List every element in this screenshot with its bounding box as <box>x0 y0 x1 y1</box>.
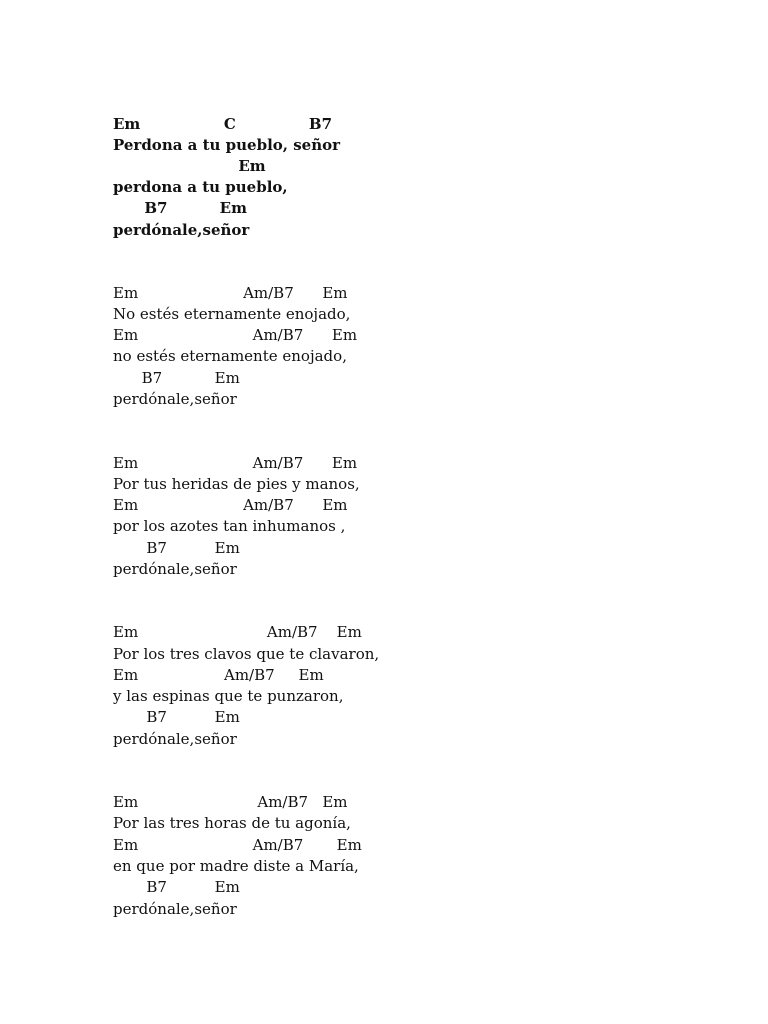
lyric-line: Perdona a tu pueblo, señor <box>113 136 341 154</box>
chord-line: Em Am/B7 Em <box>113 666 324 684</box>
chord-line: Em Am/B7 Em <box>113 454 358 472</box>
chord-line: Em C B7 <box>113 115 333 133</box>
lyric-line: perdona a tu pueblo, <box>113 178 288 196</box>
chord-line: B7 Em <box>113 199 247 217</box>
lyric-line: en que por madre diste a María, <box>113 857 359 875</box>
lyric-line: No estés eternamente enojado, <box>113 305 351 323</box>
lyric-line: perdónale,señor <box>113 560 237 578</box>
lyric-line: perdónale,señor <box>113 730 237 748</box>
chord-line: Em Am/B7 Em <box>113 793 348 811</box>
chord-line: Em Am/B7 Em <box>113 836 362 854</box>
chord-line: Em Am/B7 Em <box>113 496 348 514</box>
chord-line: Em <box>113 157 266 175</box>
chord-line: B7 Em <box>113 369 240 387</box>
lyric-line: por los azotes tan inhumanos , <box>113 517 346 535</box>
lyric-line: perdónale,señor <box>113 221 250 239</box>
lyric-line: Por las tres horas de tu agonía, <box>113 814 351 832</box>
chord-line: B7 Em <box>113 708 240 726</box>
chord-line: Em Am/B7 Em <box>113 326 358 344</box>
lyric-line: Por tus heridas de pies y manos, <box>113 475 360 493</box>
lyric-line: perdónale,señor <box>113 390 237 408</box>
lyric-line: perdónale,señor <box>113 900 237 918</box>
chord-line: B7 Em <box>113 539 240 557</box>
lyric-line: Por los tres clavos que te clavaron, <box>113 645 380 663</box>
chord-line: Em Am/B7 Em <box>113 284 348 302</box>
lyric-line: no estés eternamente enojado, <box>113 347 347 365</box>
lyric-line: y las espinas que te punzaron, <box>113 687 344 705</box>
chord-line: B7 Em <box>113 878 240 896</box>
chord-line: Em Am/B7 Em <box>113 623 362 641</box>
